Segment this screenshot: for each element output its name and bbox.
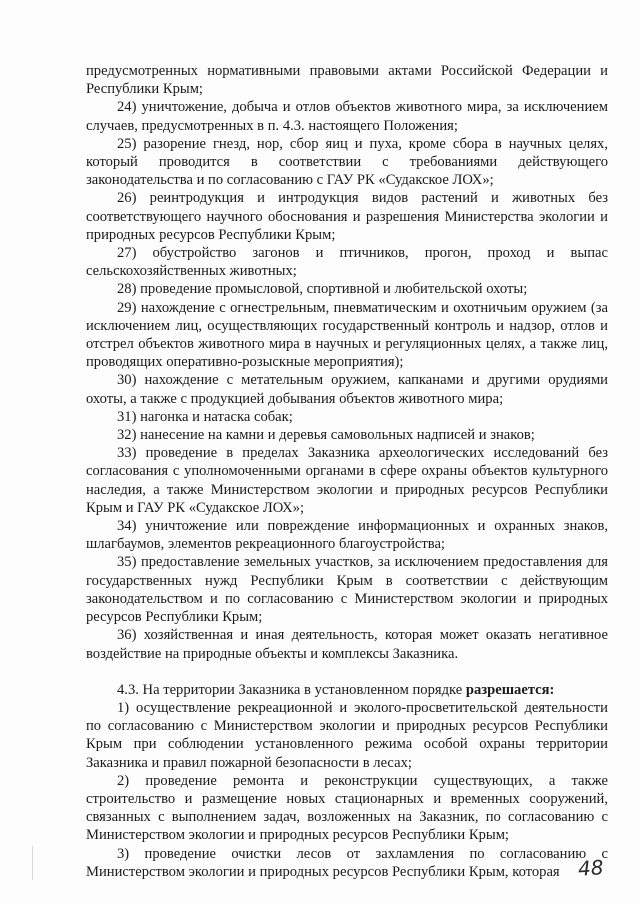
section-heading-4-3 — [86, 681, 608, 699]
list-item-33: 33) проведение в пределах Заказника археологических исследований без согласования с уполномоченными органами в сфере охраны объектов культурного наследия, а также Министерством экологии и природных ресурсов Республики Крым и ГАУ РК «Судакское ЛОХ»; — [86, 445, 608, 516]
list-item-30: 30) нахождение с метательным оружием, капканами и другими орудиями охоты, а также с продукцией добывания объектов животного мира; — [86, 372, 608, 407]
section-lead-bold: разрешается: — [465, 681, 555, 698]
document-body — [86, 62, 608, 881]
list-item-29: 29) нахождение с огнестрельным, пневматическим и охотничьим оружием (за исключением лиц, осуществляющих государственный контроль и надзор, отлов и отстрел объектов животного мира в научных и регуляционных целях, а также лиц, проводящих оперативно-розыскные мероприятия); — [86, 299, 608, 371]
list-item-25: 25) разорение гнезд, нор, сбор яиц и пуха, кроме сбора в научных целях, который проводится в соответствии с требованиями действующего законодательства и по согласованию с ГАУ РК «Судакское ЛОХ»; — [86, 135, 608, 189]
list-item-34: 34) уничтожение или повреждение информационных и охранных знаков, шлагбаумов, элементов рекреационного благоустройства; — [86, 518, 608, 553]
handwritten-page-number: 48 — [577, 855, 605, 881]
list-item-28: 28) проведение промысловой, спортивной и любительской охоты; — [117, 281, 528, 298]
list-item-31: 31) нагонка и натаска собак; — [117, 408, 293, 425]
allowed-item-1: 1) осуществление рекреационной и эколого-просветительской деятельности по согласованию с Министерством экологии и природных ресурсов Республики Крым при соблюдении установленного режима особой охраны территории Заказника и правил пожарной безопасности в лесах; — [86, 699, 608, 771]
allowed-item-2: 2) проведение ремонта и реконструкции существующих, а также строительство и размещение новых стационарных и временных сооружений, связанных с выполнением задач, возложенных на Заказник, по согласованию с Министерством экологии и природных ресурсов Республики Крым; — [86, 772, 608, 844]
list-item-24: 24) уничтожение, добыча и отлов объектов животного мира, за исключением случаев, предусмотренных в п. 4.3. настоящего Положения; — [86, 99, 608, 134]
scan-mark — [32, 846, 33, 880]
list-item-27: 27) обустройство загонов и птичников, прогон, проход и выпас сельскохозяйственных животных; — [86, 245, 608, 280]
list-item-32: 32) нанесение на камни и деревья самовольных надписей и знаков; — [117, 427, 535, 444]
list-item-36: 36) хозяйственная и иная деятельность, которая может оказать негативное воздействие на природные объекты и комплексы Заказника. — [86, 627, 608, 662]
list-item-35: 35) предоставление земельных участков, за исключением предоставления для государственных нужд Республики Крым в соответствии с действующим законодательством и по согласованию с Министерством экологии и природных ресурсов Республики Крым; — [86, 554, 608, 626]
allowed-item-3: 3) проведение очистки лесов от захламления по согласованию с Министерством экологии и природных ресурсов Республики Крым, которая — [86, 845, 608, 880]
list-item-26: 26) реинтродукция и интродукция видов растений и животных без соответствующего научного обоснования и разрешения Министерства экологии и природных ресурсов Республики Крым; — [86, 190, 608, 243]
paragraph-continuation: предусмотренных нормативными правовыми актами Российской Федерации и Республики Крым; — [86, 63, 608, 98]
section-lead: 4.3. На территории Заказника в установленном порядке — [117, 681, 466, 698]
